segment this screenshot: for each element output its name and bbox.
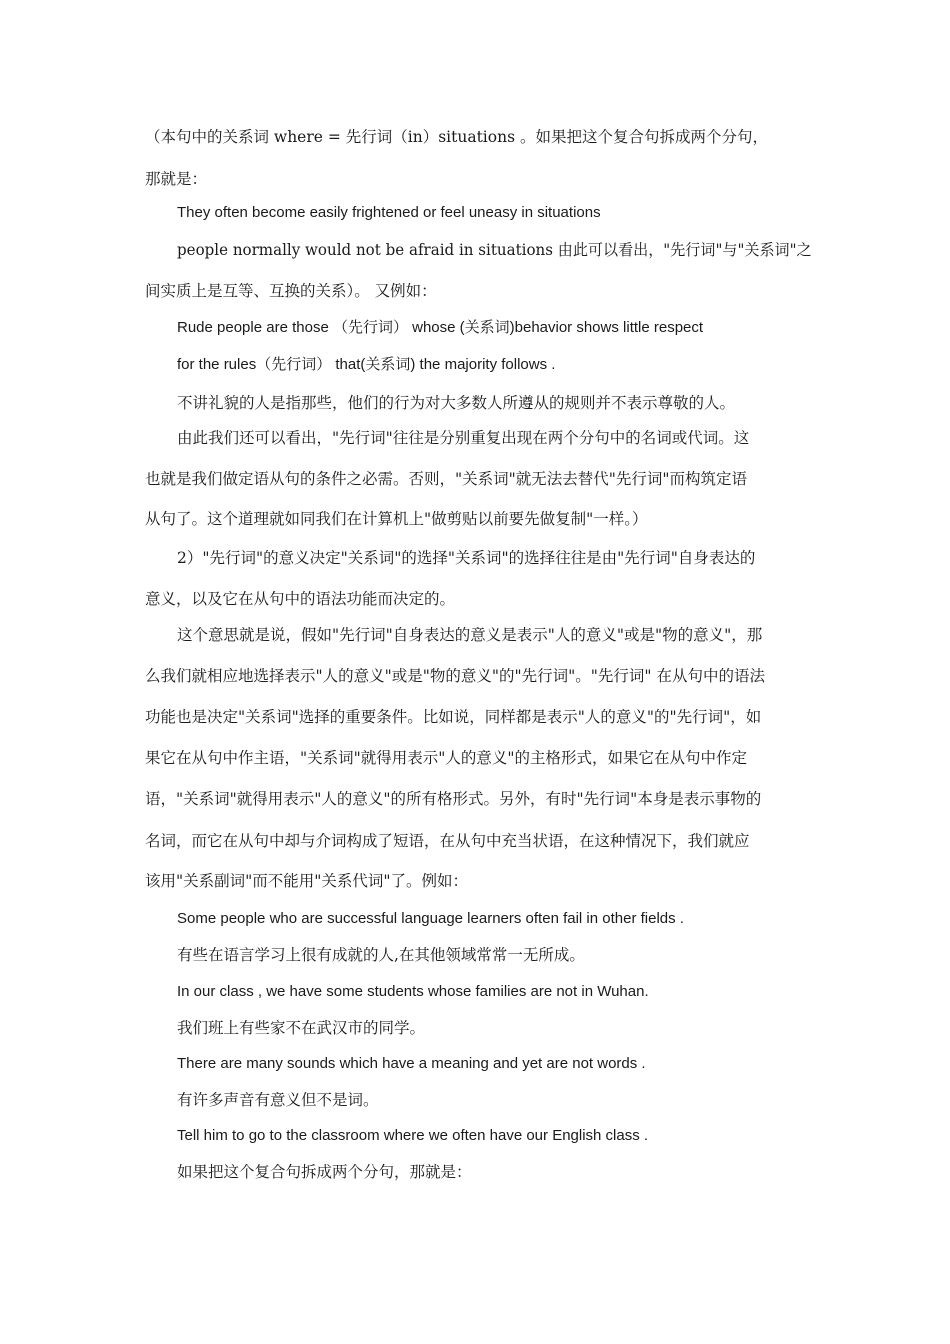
paragraph-line: 么我们就相应地选择表示"人的意义"或是"物的意义"的"先行词"。"先行词" 在从句中的语法 [145, 667, 765, 685]
example-sentence: In our class , we have some students whose families are not in Wuhan. [177, 983, 649, 1000]
paragraph-line: 该用"关系副词"而不能用"关系代词"了。例如： [145, 872, 469, 890]
example-sentence: for the rules（先行词） that(关系词) the majority follows . [177, 356, 556, 373]
paragraph-line: 果它在从句中作主语，"关系词"就得用表示"人的意义"的主格形式，如果它在从句中作定 [145, 749, 748, 767]
paragraph-line: 这个意思就是说，假如"先行词"自身表达的意义是表示"人的意义"或是"物的意义"，那 [177, 626, 763, 644]
paragraph-line: 由此我们还可以看出，"先行词"往往是分别重复出现在两个分句中的名词或代词。这 [177, 429, 750, 447]
paragraph-line: 那就是： [145, 170, 208, 188]
example-sentence: Some people who are successful language learners often fail in other fields . [177, 910, 684, 927]
paragraph-line: 也就是我们做定语从句的条件之必需。否则，"关系词"就无法去替代"先行词"而构筑定语 [145, 470, 748, 488]
paragraph-line: 功能也是决定"关系词"选择的重要条件。比如说，同样都是表示"人的意义"的"先行词"，如 [145, 708, 762, 726]
translation-line: 我们班上有些家不在武汉市的同学。 [177, 1019, 426, 1037]
paragraph-line: 2）"先行词"的意义决定"关系词"的选择"关系词"的选择往往是由"先行词"自身表达的 [177, 549, 756, 567]
translation-line: 不讲礼貌的人是指那些，他们的行为对大多数人所遵从的规则并不表示尊敬的人。 [177, 394, 736, 412]
example-sentence: Tell him to go to the classroom where we often have our English class . [177, 1127, 649, 1144]
example-sentence: They often become easily frightened or feel uneasy in situations [177, 204, 601, 221]
paragraph-line: 间实质上是互等、互换的关系）。 又例如： [145, 282, 437, 300]
example-sentence: There are many sounds which have a meaning and yet are not words . [177, 1055, 646, 1072]
translation-line: 有些在语言学习上很有成就的人,在其他领域常常一无所成。 [177, 946, 585, 964]
paragraph-line: 语，"关系词"就得用表示"人的意义"的所有格形式。另外，有时"先行词"本身是表示事物的 [145, 790, 762, 808]
translation-line: 有许多声音有意义但不是词。 [177, 1091, 379, 1109]
paragraph-line: 如果把这个复合句拆成两个分句，那就是： [177, 1163, 472, 1181]
paragraph-line: 意义，以及它在从句中的语法功能而决定的。 [145, 590, 456, 608]
example-sentence: Rude people are those （先行词） whose (关系词)behavior shows little respect [177, 319, 704, 336]
paragraph-line: people normally would not be afraid in situations 由此可以看出，"先行词"与"关系词"之 [177, 241, 812, 259]
paragraph-line: 从句了。这个道理就如同我们在计算机上"做剪贴以前要先做复制"一样。） [145, 510, 648, 528]
paragraph-line: （本句中的关系词 where = 先行词（in）situations 。如果把这个复合句拆成两个分句， [145, 128, 768, 146]
paragraph-line: 名词，而它在从句中却与介词构成了短语，在从句中充当状语，在这种情况下，我们就应 [145, 832, 750, 850]
